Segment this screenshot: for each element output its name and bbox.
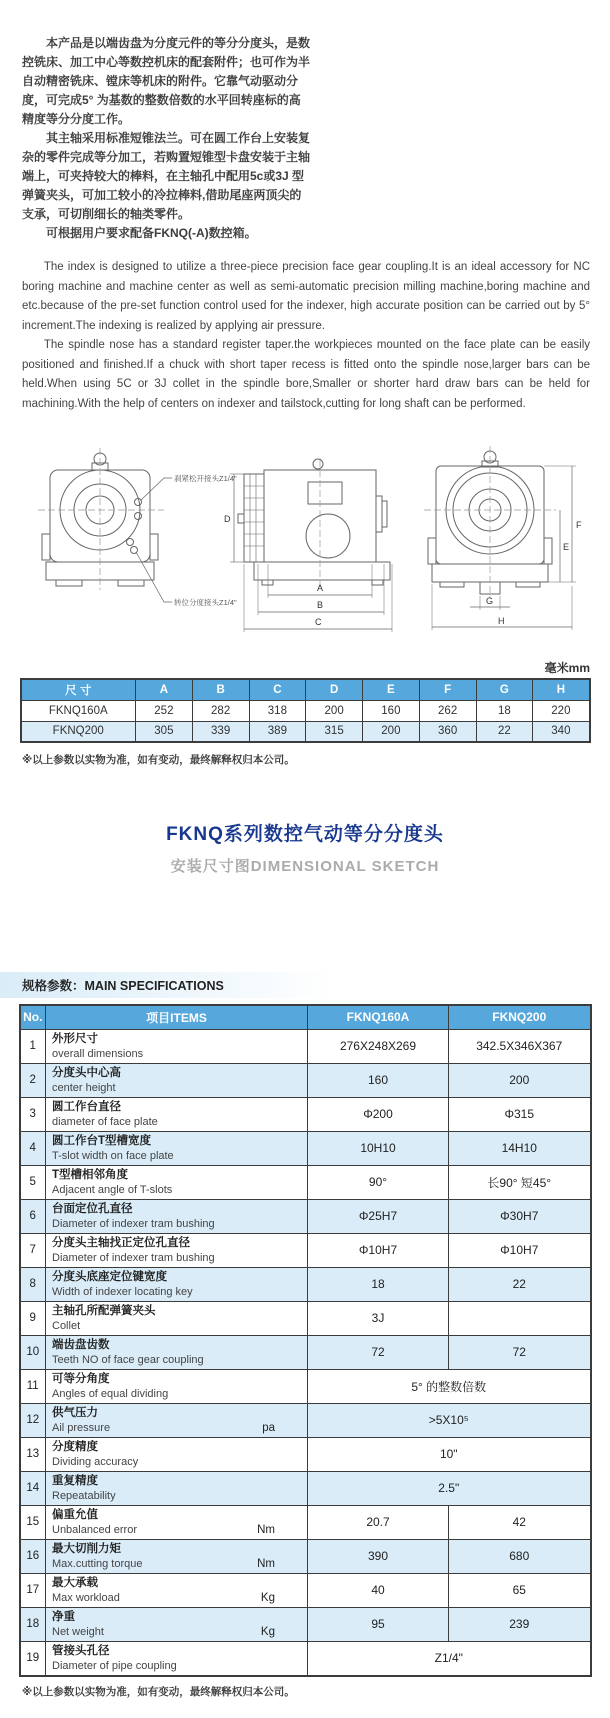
dimension-value-cell: 252 — [136, 700, 193, 721]
dimension-value-cell: 340 — [533, 721, 590, 742]
spec-item-unit: Nm — [257, 1523, 275, 1536]
spec-item-name-en: Collet — [52, 1319, 81, 1332]
spec-item-name-en: Diameter of indexer tram bushing — [52, 1251, 215, 1264]
dimension-table-row — [21, 700, 590, 721]
spec-item-name-cn: 端齿盘齿数 — [52, 1338, 110, 1351]
intro-en-paragraph-1: The index is designed to utilize a three-piece precision face gear coupling.It is an ideal accessory for NC boring machine and machine center as well as semi-automatic precision milling machine,boring machine and etc.because of the pre-set function control used for the indexer, high accurate position can be carried out by 5° increment.The indexing is realized by applying air pressure. — [22, 261, 590, 332]
spec-value-model-2: 342.5X346X367 — [449, 1029, 591, 1063]
spec-item-name-en-row — [52, 1285, 301, 1299]
spec-item-cell — [46, 1369, 308, 1403]
index-port-label: 转位分度接头Z1/4" — [174, 598, 237, 607]
spec-item-name-en: Dividing accuracy — [52, 1455, 139, 1468]
dim-letter-E: E — [563, 542, 570, 552]
spec-value-model-2: Φ315 — [449, 1097, 591, 1131]
spec-table-row — [20, 1471, 591, 1505]
spec-item-name-en: Max workload — [52, 1591, 120, 1604]
spec-table-row — [20, 1641, 591, 1676]
spec-value-merged: Z1/4" — [308, 1641, 591, 1676]
dimension-value-cell: 200 — [306, 700, 363, 721]
spec-row-number: 8 — [20, 1267, 46, 1301]
spec-value-model-1: 276X248X269 — [308, 1029, 449, 1063]
spec-item-name-en: Unbalanced error — [52, 1523, 137, 1536]
dim-letter-D: D — [224, 514, 231, 524]
spec-item-cell — [46, 1437, 308, 1471]
spec-item-name-cn: T型槽相邻角度 — [52, 1168, 129, 1181]
spec-value-model-1: 18 — [308, 1267, 449, 1301]
spec-value-merged: 10" — [308, 1437, 591, 1471]
spec-item-name-en-row — [52, 1319, 301, 1333]
page-title: FKNQ系列数控气动等分分度头 — [166, 824, 444, 845]
rear-view-drawing — [424, 446, 576, 630]
spec-item-cell — [46, 1233, 308, 1267]
spec-item-cell — [46, 1573, 308, 1607]
dimension-value-cell: 305 — [136, 721, 193, 742]
spec-item-cell — [46, 1471, 308, 1505]
spec-item-name-en-row — [52, 1081, 301, 1095]
intro-cn-paragraph-2: 其主轴采用标准短锥法兰。可在圆工作台上安装复杂的零件完成等分加工，若购置短锥型卡盘安装于主轴端上，可夹持较大的棒料，在主轴孔中配用5c或3J 型弹簧夹头，可加工较小的冷拉棒料,借助尾座两顶尖的支承，可切削细长的轴类零件。 — [22, 131, 311, 221]
dim-letter-B: B — [317, 600, 324, 610]
spec-value-model-2: 72 — [449, 1335, 591, 1369]
spec-value-model-2 — [449, 1301, 591, 1335]
dimension-table-header-cell: 尺 寸 — [21, 679, 136, 700]
spec-row-number: 10 — [20, 1335, 46, 1369]
spec-item-name-en: center height — [52, 1081, 116, 1094]
dimension-table-header-cell: B — [192, 679, 249, 700]
spec-row-number: 5 — [20, 1165, 46, 1199]
spec-item-cell — [46, 1505, 308, 1539]
spec-item-name-cn: 分度头中心高 — [52, 1066, 121, 1079]
dimension-value-cell: 339 — [192, 721, 249, 742]
spec-row-number: 9 — [20, 1301, 46, 1335]
side-view-drawing — [230, 459, 392, 632]
spec-item-name-cn: 分度精度 — [52, 1440, 98, 1453]
spec-item-name-cn: 圆工作台直径 — [52, 1100, 121, 1113]
spec-item-cell — [46, 1335, 308, 1369]
spec-item-name-en: Repeatability — [52, 1489, 116, 1502]
spec-value-merged: 2.5" — [308, 1471, 591, 1505]
spec-value-model-1: 90° — [308, 1165, 449, 1199]
intro-cn-paragraph-3: 可根据用户要求配备FKNQ(-A)数控箱。 — [46, 226, 257, 240]
spec-item-name-en: Max.cutting torque — [52, 1557, 143, 1570]
technical-drawing-svg — [12, 438, 598, 650]
spec-value-merged: 5° 的整数倍数 — [308, 1369, 591, 1403]
spec-item-cell — [46, 1539, 308, 1573]
dimension-table — [20, 678, 591, 743]
spec-item-name-en: Adjacent angle of T-slots — [52, 1183, 173, 1196]
spec-item-name-en-row — [52, 1625, 301, 1639]
spec-row-number: 2 — [20, 1063, 46, 1097]
spec-value-model-1: 3J — [308, 1301, 449, 1335]
spec-item-name-en-row — [52, 1659, 301, 1673]
spec-row-number: 12 — [20, 1403, 46, 1437]
specifications-header-row — [20, 1005, 591, 1029]
spec-item-name-en: Diameter of pipe coupling — [52, 1659, 177, 1672]
spec-item-name-en-row — [52, 1557, 301, 1571]
spec-item-name-en-row — [52, 1251, 301, 1265]
dimension-model-cell: FKNQ160A — [21, 700, 136, 721]
spec-row-number: 1 — [20, 1029, 46, 1063]
spec-table-row — [20, 1301, 591, 1335]
dimension-value-cell: 315 — [306, 721, 363, 742]
spec-value-model-1: 95 — [308, 1607, 449, 1641]
spec-value-model-2: Φ10H7 — [449, 1233, 591, 1267]
spec-value-model-1: 10H10 — [308, 1131, 449, 1165]
spec-value-model-1: 160 — [308, 1063, 449, 1097]
spec-item-unit: Kg — [260, 1625, 275, 1638]
spec-table-row — [20, 1437, 591, 1471]
dimension-table-header-cell: C — [249, 679, 306, 700]
dim-letter-F: F — [576, 520, 582, 530]
spec-item-name-en: Ail pressure — [52, 1421, 111, 1434]
spec-item-cell — [46, 1131, 308, 1165]
spec-item-name-en: Teeth NO of face gear coupling — [52, 1353, 204, 1366]
dimension-value-cell: 318 — [249, 700, 306, 721]
dimension-table-header-row — [21, 679, 590, 700]
spec-item-name-cn: 分度头底座定位键宽度 — [52, 1270, 167, 1283]
spec-table-row — [20, 1335, 591, 1369]
spec-item-name-en-row — [52, 1523, 301, 1537]
spec-table-row — [20, 1199, 591, 1233]
spec-item-cell — [46, 1641, 308, 1676]
spec-value-model-1: Φ10H7 — [308, 1233, 449, 1267]
spec-item-name-en: Width of indexer locating key — [52, 1285, 193, 1298]
dimension-value-cell: 360 — [419, 721, 476, 742]
spec-table-row — [20, 1607, 591, 1641]
page-subtitle: 安装尺寸图DIMENSIONAL SKETCH — [170, 858, 440, 875]
air-clamp-port-label: 刹紧松开接头Z1/4" — [174, 474, 237, 483]
intro-chinese — [22, 34, 312, 243]
spec-item-name-cn: 最大承载 — [52, 1576, 98, 1589]
dimension-value-cell: 220 — [533, 700, 590, 721]
dimension-table-header-cell: F — [419, 679, 476, 700]
spec-value-model-2: 680 — [449, 1539, 591, 1573]
spec-table-row — [20, 1165, 591, 1199]
specifications-table — [19, 1004, 592, 1677]
spec-item-cell — [46, 1165, 308, 1199]
spec-item-name-cn: 净重 — [52, 1610, 75, 1623]
spec-value-model-1: 72 — [308, 1335, 449, 1369]
catalog-page — [0, 34, 610, 1718]
spec-item-name-cn: 台面定位孔直径 — [52, 1202, 133, 1215]
spec-item-cell — [46, 1063, 308, 1097]
spec-table-row — [20, 1267, 591, 1301]
spec-item-name-cn: 最大切削力矩 — [52, 1542, 121, 1555]
specifications-table-head — [20, 1005, 591, 1029]
spec-item-unit: Kg — [260, 1591, 275, 1604]
dimension-value-cell: 160 — [363, 700, 420, 721]
spec-value-model-1: Φ200 — [308, 1097, 449, 1131]
dim-letter-C: C — [315, 617, 322, 627]
dimensional-sketch — [12, 438, 598, 655]
specs-heading: 规格参数：MAIN SPECIFICATIONS — [0, 972, 610, 998]
spec-item-name-en-row — [52, 1489, 301, 1503]
spec-item-name-en-row — [52, 1387, 301, 1401]
spec-row-number: 15 — [20, 1505, 46, 1539]
spec-table-row — [20, 1233, 591, 1267]
spec-row-number: 11 — [20, 1369, 46, 1403]
spec-table-row — [20, 1403, 591, 1437]
spec-item-cell — [46, 1301, 308, 1335]
spec-item-cell — [46, 1403, 308, 1437]
spec-header-model-1: FKNQ160A — [308, 1005, 449, 1029]
spec-item-name-cn: 重复精度 — [52, 1474, 98, 1487]
spec-table-row — [20, 1369, 591, 1403]
dimension-value-cell: 389 — [249, 721, 306, 742]
dimension-table-header-cell: H — [533, 679, 590, 700]
spec-item-name-en-row — [52, 1115, 301, 1129]
spec-value-model-1: Φ25H7 — [308, 1199, 449, 1233]
dimension-value-cell: 200 — [363, 721, 420, 742]
intro-english — [22, 258, 590, 414]
spec-table-row — [20, 1505, 591, 1539]
spec-item-name-en: Net weight — [52, 1625, 104, 1638]
dim-letter-A: A — [317, 583, 324, 593]
spec-row-number: 17 — [20, 1573, 46, 1607]
dimension-value-cell: 262 — [419, 700, 476, 721]
spec-row-number: 16 — [20, 1539, 46, 1573]
spec-value-model-2: 22 — [449, 1267, 591, 1301]
spec-value-model-2: 200 — [449, 1063, 591, 1097]
spec-row-number: 3 — [20, 1097, 46, 1131]
disclaimer-note-bottom: ※以上参数以实物为准，如有变动，最终解释权归本公司。 — [22, 1685, 295, 1698]
spec-item-name-cn: 分度头主轴找正定位孔直径 — [52, 1236, 190, 1249]
spec-item-name-cn: 圆工作台T型槽宽度 — [52, 1134, 152, 1147]
spec-row-number: 4 — [20, 1131, 46, 1165]
dimension-value-cell: 282 — [192, 700, 249, 721]
dimension-table-row — [21, 721, 590, 742]
spec-item-name-en: Diameter of indexer tram bushing — [52, 1217, 215, 1230]
spec-item-name-cn: 管接头孔径 — [52, 1644, 110, 1657]
spec-item-name-en-row — [52, 1455, 301, 1469]
dimension-table-header-cell: E — [363, 679, 420, 700]
spec-value-merged: >5X10⁵ — [308, 1403, 591, 1437]
dimension-table-header-cell: G — [476, 679, 533, 700]
spec-item-cell — [46, 1607, 308, 1641]
front-view-drawing — [38, 448, 172, 602]
spec-item-name-en: Angles of equal dividing — [52, 1387, 169, 1400]
spec-row-number: 19 — [20, 1641, 46, 1676]
spec-table-row — [20, 1539, 591, 1573]
spec-item-unit: Nm — [257, 1557, 275, 1570]
dim-letter-G: G — [486, 596, 494, 606]
dimension-table-header-cell: D — [306, 679, 363, 700]
spec-item-name-en: diameter of face plate — [52, 1115, 158, 1128]
spec-value-model-2: 长90° 短45° — [449, 1165, 591, 1199]
intro-en-paragraph-2: The spindle nose has a standard register taper.the workpieces mounted on the face plate can be easily positioned and finished.If a chuck with short taper recess is fitted onto the spindle nose,larger bars can be held.When using 5C or 3J collet in the spindle bore,Smaller or shorter hard draw bars can be held for machining.With the help of centers on indexer and tailstock,cutting for long shaft can be performed. — [22, 339, 590, 410]
spec-item-name-en-row — [52, 1149, 301, 1163]
spec-row-number: 18 — [20, 1607, 46, 1641]
spec-item-cell — [46, 1267, 308, 1301]
spec-header-no: No. — [20, 1005, 46, 1029]
spec-value-model-1: 390 — [308, 1539, 449, 1573]
spec-value-model-1: 40 — [308, 1573, 449, 1607]
spec-value-model-2: 14H10 — [449, 1131, 591, 1165]
spec-item-name-cn: 外形尺寸 — [52, 1032, 98, 1045]
spec-item-name-en-row — [52, 1421, 301, 1435]
spec-item-name-en-row — [52, 1591, 301, 1605]
spec-table-row — [20, 1097, 591, 1131]
spec-item-name-cn: 主轴孔所配弹簧夹头 — [52, 1304, 156, 1317]
spec-item-name-en-row — [52, 1217, 301, 1231]
dimension-model-cell: FKNQ200 — [21, 721, 136, 742]
disclaimer-note-mid: ※以上参数以实物为准，如有变动，最终解释权归本公司。 — [22, 754, 295, 766]
unit-label: 毫米mm — [544, 661, 590, 675]
spec-row-number: 13 — [20, 1437, 46, 1471]
spec-item-name-cn: 可等分角度 — [52, 1372, 110, 1385]
spec-value-model-2: 239 — [449, 1607, 591, 1641]
spec-header-items: 项目ITEMS — [46, 1005, 308, 1029]
dimension-table-body — [21, 679, 590, 742]
spec-table-row — [20, 1131, 591, 1165]
spec-table-row — [20, 1573, 591, 1607]
spec-item-cell — [46, 1199, 308, 1233]
spec-table-row — [20, 1063, 591, 1097]
spec-value-model-2: Φ30H7 — [449, 1199, 591, 1233]
specifications-table-body — [20, 1029, 591, 1676]
dim-letter-H: H — [498, 616, 505, 626]
spec-value-model-2: 65 — [449, 1573, 591, 1607]
spec-item-name-en-row — [52, 1183, 301, 1197]
spec-row-number: 14 — [20, 1471, 46, 1505]
spec-item-unit: pa — [262, 1421, 275, 1434]
spec-item-name-en: overall dimensions — [52, 1047, 144, 1060]
spec-item-cell — [46, 1097, 308, 1131]
spec-value-model-1: 20.7 — [308, 1505, 449, 1539]
spec-item-name-en-row — [52, 1353, 301, 1367]
spec-item-cell — [46, 1029, 308, 1063]
spec-value-model-2: 42 — [449, 1505, 591, 1539]
spec-row-number: 6 — [20, 1199, 46, 1233]
intro-cn-paragraph-1: 本产品是以端齿盘为分度元件的等分分度头，是数控铣床、加工中心等数控机床的配套附件；也可作为半自动精密铣床、镗床等机床的附件。它靠气动驱动分度，可完成5° 为基数的整数倍数的水平回转座标的高精度等分分度工作。 — [22, 36, 311, 126]
spec-row-number: 7 — [20, 1233, 46, 1267]
dimension-value-cell: 18 — [476, 700, 533, 721]
dimension-value-cell: 22 — [476, 721, 533, 742]
spec-item-name-en: T-slot width on face plate — [52, 1149, 174, 1162]
spec-item-name-cn: 偏重允值 — [52, 1508, 98, 1521]
spec-table-row — [20, 1029, 591, 1063]
spec-item-name-cn: 供气压力 — [52, 1406, 98, 1419]
dimension-table-header-cell: A — [136, 679, 193, 700]
spec-item-name-en-row — [52, 1047, 301, 1061]
spec-header-model-2: FKNQ200 — [449, 1005, 591, 1029]
